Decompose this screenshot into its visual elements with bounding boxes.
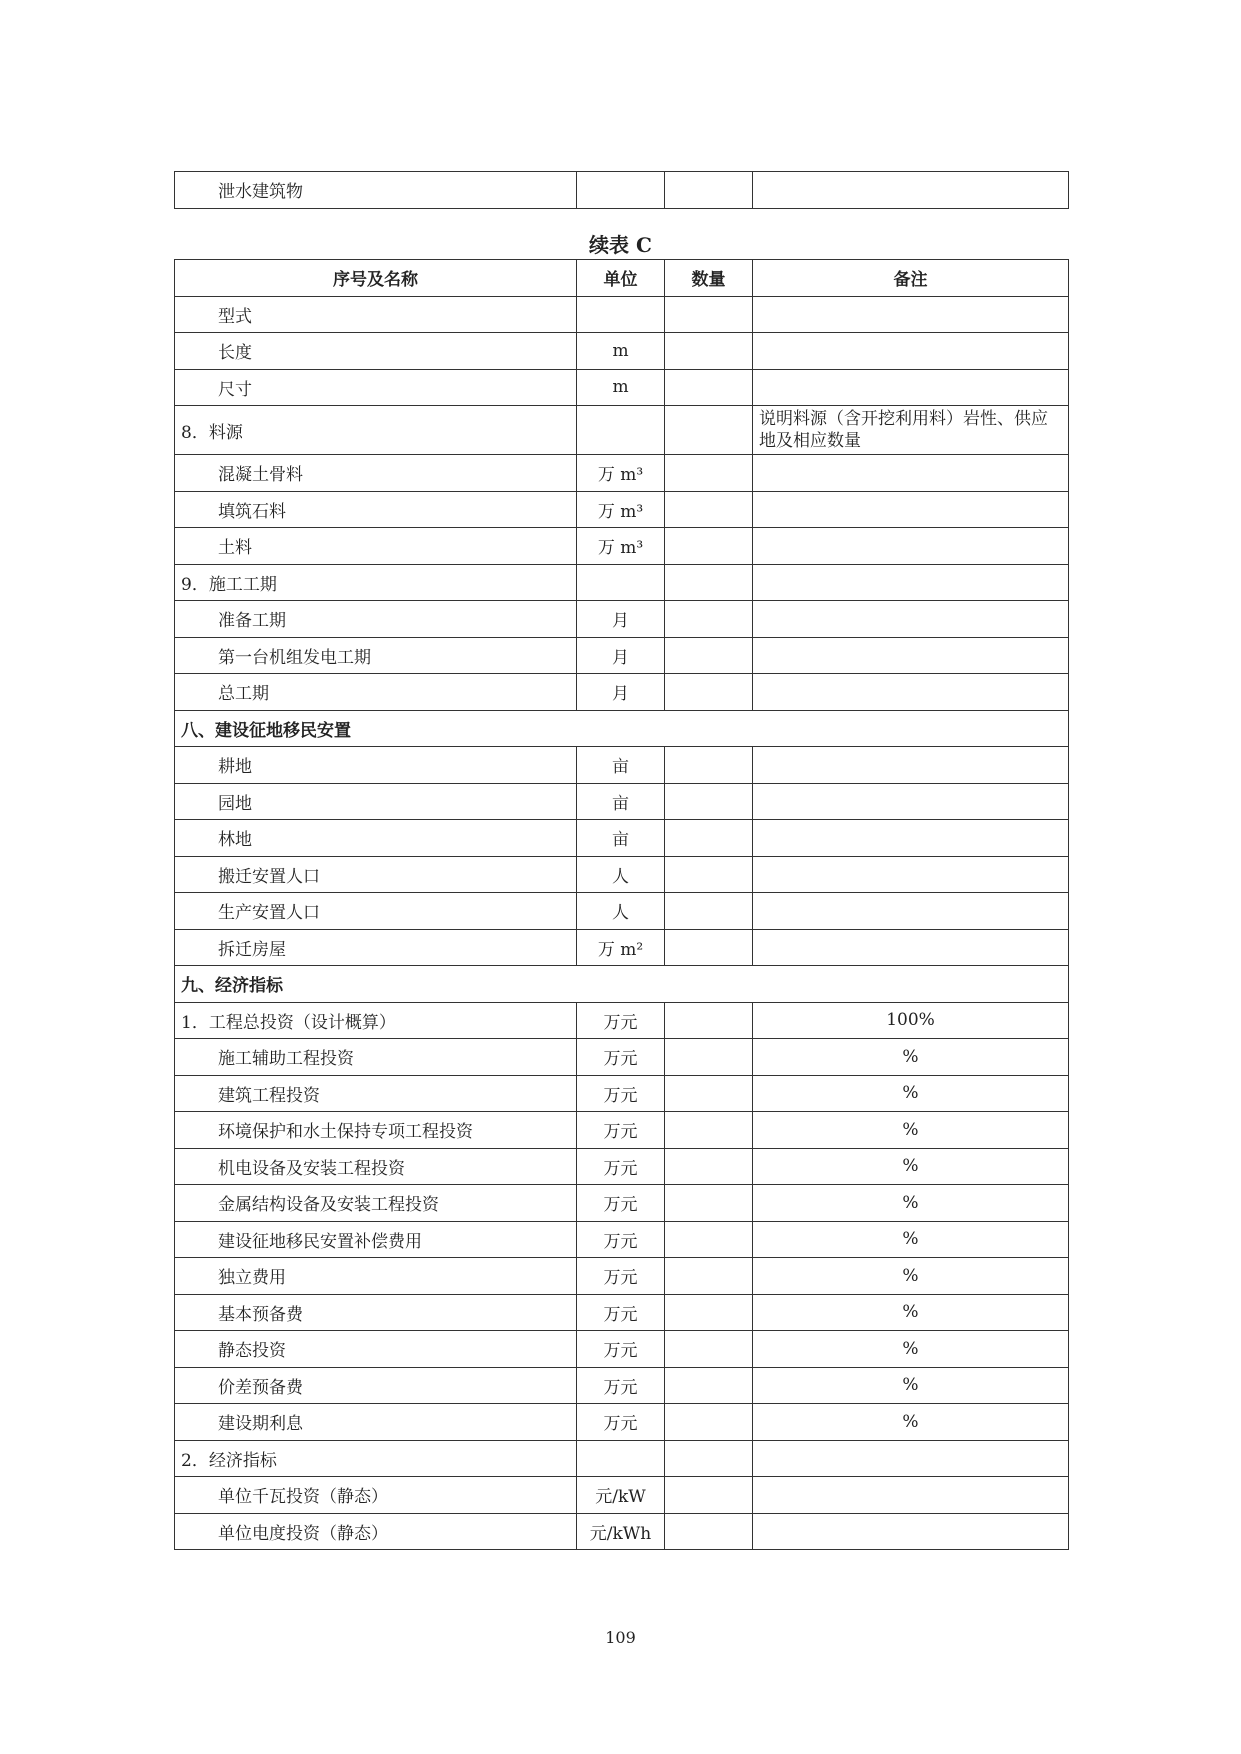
row-unit: 万元 bbox=[577, 1221, 665, 1258]
table-row bbox=[175, 1513, 1069, 1550]
table-row bbox=[175, 296, 1069, 333]
row-qty bbox=[665, 1112, 753, 1149]
table-row bbox=[175, 1112, 1069, 1149]
table-row bbox=[175, 1148, 1069, 1185]
row-name: 型式 bbox=[175, 296, 577, 333]
table-title: 续表 C bbox=[589, 233, 652, 257]
main-table bbox=[174, 259, 1069, 1550]
table-row bbox=[175, 172, 1069, 209]
row-qty bbox=[665, 893, 753, 930]
row-remark: % bbox=[753, 1404, 1069, 1441]
row-unit: 万 m³ bbox=[577, 491, 665, 528]
row-remark bbox=[753, 637, 1069, 674]
row-name: 独立费用 bbox=[175, 1258, 577, 1295]
table-row bbox=[175, 929, 1069, 966]
row-name: 总工期 bbox=[175, 674, 577, 711]
row-unit: 元/kWh bbox=[577, 1513, 665, 1550]
row-unit: 万元 bbox=[577, 1039, 665, 1076]
row-name: 生产安置人口 bbox=[175, 893, 577, 930]
row-unit: 万 m³ bbox=[577, 455, 665, 492]
table-row bbox=[175, 783, 1069, 820]
table-row bbox=[175, 455, 1069, 492]
row-qty bbox=[665, 172, 753, 209]
row-name: 施工辅助工程投资 bbox=[175, 1039, 577, 1076]
row-remark bbox=[753, 491, 1069, 528]
row-unit: 万元 bbox=[577, 1258, 665, 1295]
table-row bbox=[175, 820, 1069, 857]
row-name: 建设期利息 bbox=[175, 1404, 577, 1441]
row-name: 9．施工工期 bbox=[175, 564, 577, 601]
row-remark bbox=[753, 1477, 1069, 1514]
row-remark: % bbox=[753, 1039, 1069, 1076]
row-qty bbox=[665, 296, 753, 333]
table-row bbox=[175, 637, 1069, 674]
row-remark: % bbox=[753, 1185, 1069, 1222]
row-unit: 人 bbox=[577, 893, 665, 930]
row-qty bbox=[665, 601, 753, 638]
row-remark bbox=[753, 929, 1069, 966]
row-name: 基本预备费 bbox=[175, 1294, 577, 1331]
row-qty bbox=[665, 1294, 753, 1331]
row-remark bbox=[753, 783, 1069, 820]
row-remark bbox=[753, 747, 1069, 784]
row-remark bbox=[753, 455, 1069, 492]
row-qty bbox=[665, 564, 753, 601]
table-row bbox=[175, 369, 1069, 406]
table-row bbox=[175, 1331, 1069, 1368]
row-name: 准备工期 bbox=[175, 601, 577, 638]
table-row bbox=[175, 491, 1069, 528]
row-unit: 万 m³ bbox=[577, 528, 665, 565]
row-remark bbox=[753, 369, 1069, 406]
row-remark bbox=[753, 674, 1069, 711]
row-unit: 万元 bbox=[577, 1148, 665, 1185]
row-name: 耕地 bbox=[175, 747, 577, 784]
top-table-fragment bbox=[174, 171, 1069, 209]
row-unit bbox=[577, 564, 665, 601]
row-unit: 万元 bbox=[577, 1112, 665, 1149]
row-remark: % bbox=[753, 1075, 1069, 1112]
row-remark bbox=[753, 856, 1069, 893]
row-unit: 万元 bbox=[577, 1294, 665, 1331]
table-row bbox=[175, 406, 1069, 455]
row-name: 拆迁房屋 bbox=[175, 929, 577, 966]
row-name: 长度 bbox=[175, 333, 577, 370]
row-name: 单位千瓦投资（静态） bbox=[175, 1477, 577, 1514]
table-row bbox=[175, 601, 1069, 638]
table-row bbox=[175, 1367, 1069, 1404]
section-title: 八、建设征地移民安置 bbox=[175, 710, 1069, 747]
table-row bbox=[175, 893, 1069, 930]
row-qty bbox=[665, 491, 753, 528]
row-qty bbox=[665, 1477, 753, 1514]
row-unit: 万元 bbox=[577, 1331, 665, 1368]
row-remark bbox=[753, 296, 1069, 333]
row-qty bbox=[665, 747, 753, 784]
table-body bbox=[175, 296, 1069, 1550]
section-title: 九、经济指标 bbox=[175, 966, 1069, 1003]
row-qty bbox=[665, 1440, 753, 1477]
row-name: 填筑石料 bbox=[175, 491, 577, 528]
table-row bbox=[175, 1477, 1069, 1514]
row-remark: % bbox=[753, 1367, 1069, 1404]
row-unit: 月 bbox=[577, 601, 665, 638]
row-name: 机电设备及安装工程投资 bbox=[175, 1148, 577, 1185]
row-name: 泄水建筑物 bbox=[175, 172, 577, 209]
row-qty bbox=[665, 1148, 753, 1185]
row-qty bbox=[665, 783, 753, 820]
row-remark bbox=[753, 820, 1069, 857]
row-remark: % bbox=[753, 1148, 1069, 1185]
row-qty bbox=[665, 1367, 753, 1404]
row-qty bbox=[665, 1075, 753, 1112]
row-unit bbox=[577, 172, 665, 209]
row-unit: 亩 bbox=[577, 783, 665, 820]
row-name: 建设征地移民安置补偿费用 bbox=[175, 1221, 577, 1258]
row-unit: 万元 bbox=[577, 1367, 665, 1404]
row-qty bbox=[665, 856, 753, 893]
row-unit: 万元 bbox=[577, 1185, 665, 1222]
row-qty bbox=[665, 929, 753, 966]
row-remark bbox=[753, 601, 1069, 638]
row-remark bbox=[753, 893, 1069, 930]
row-qty bbox=[665, 369, 753, 406]
row-remark bbox=[753, 1440, 1069, 1477]
row-unit: 万元 bbox=[577, 1002, 665, 1039]
row-unit: 元/kW bbox=[577, 1477, 665, 1514]
table-row bbox=[175, 1185, 1069, 1222]
row-name: 建筑工程投资 bbox=[175, 1075, 577, 1112]
row-name: 土料 bbox=[175, 528, 577, 565]
table-row bbox=[175, 1039, 1069, 1076]
row-name: 混凝土骨料 bbox=[175, 455, 577, 492]
header-qty: 数量 bbox=[665, 260, 753, 297]
row-remark bbox=[753, 564, 1069, 601]
row-qty bbox=[665, 406, 753, 455]
row-unit bbox=[577, 296, 665, 333]
row-qty bbox=[665, 674, 753, 711]
row-remark: % bbox=[753, 1112, 1069, 1149]
row-unit: 万元 bbox=[577, 1075, 665, 1112]
table-row bbox=[175, 1294, 1069, 1331]
row-name: 第一台机组发电工期 bbox=[175, 637, 577, 674]
row-qty bbox=[665, 1039, 753, 1076]
table-row bbox=[175, 333, 1069, 370]
row-unit bbox=[577, 406, 665, 455]
section-row bbox=[175, 710, 1069, 747]
row-name: 金属结构设备及安装工程投资 bbox=[175, 1185, 577, 1222]
row-remark bbox=[753, 172, 1069, 209]
row-qty bbox=[665, 333, 753, 370]
row-qty bbox=[665, 1258, 753, 1295]
row-qty bbox=[665, 1513, 753, 1550]
row-name: 环境保护和水土保持专项工程投资 bbox=[175, 1112, 577, 1149]
row-name: 8．料源 bbox=[175, 406, 577, 455]
row-remark bbox=[753, 528, 1069, 565]
table-row bbox=[175, 564, 1069, 601]
row-name: 2．经济指标 bbox=[175, 1440, 577, 1477]
table-row bbox=[175, 747, 1069, 784]
header-unit: 单位 bbox=[577, 260, 665, 297]
row-unit: 万 m² bbox=[577, 929, 665, 966]
table-row bbox=[175, 674, 1069, 711]
row-remark: % bbox=[753, 1221, 1069, 1258]
row-name: 搬迁安置人口 bbox=[175, 856, 577, 893]
row-unit: m bbox=[577, 333, 665, 370]
row-qty bbox=[665, 1185, 753, 1222]
page-number: 109 bbox=[605, 1628, 636, 1647]
row-name: 1．工程总投资（设计概算） bbox=[175, 1002, 577, 1039]
row-remark: 100% bbox=[753, 1002, 1069, 1039]
row-name: 林地 bbox=[175, 820, 577, 857]
row-qty bbox=[665, 528, 753, 565]
row-name: 价差预备费 bbox=[175, 1367, 577, 1404]
row-unit: 月 bbox=[577, 674, 665, 711]
row-unit: 亩 bbox=[577, 820, 665, 857]
row-unit bbox=[577, 1440, 665, 1477]
row-name: 单位电度投资（静态） bbox=[175, 1513, 577, 1550]
table-row bbox=[175, 1440, 1069, 1477]
row-remark: % bbox=[753, 1331, 1069, 1368]
table-row bbox=[175, 1221, 1069, 1258]
table-row bbox=[175, 528, 1069, 565]
row-remark bbox=[753, 333, 1069, 370]
header-remark: 备注 bbox=[753, 260, 1069, 297]
table-row bbox=[175, 1075, 1069, 1112]
row-qty bbox=[665, 820, 753, 857]
row-qty bbox=[665, 455, 753, 492]
table-row bbox=[175, 856, 1069, 893]
row-qty bbox=[665, 1002, 753, 1039]
section-row bbox=[175, 966, 1069, 1003]
row-qty bbox=[665, 637, 753, 674]
row-qty bbox=[665, 1331, 753, 1368]
header-row bbox=[175, 260, 1069, 297]
row-unit: m bbox=[577, 369, 665, 406]
row-unit: 月 bbox=[577, 637, 665, 674]
row-remark: 说明料源（含开挖利用料）岩性、供应地及相应数量 bbox=[753, 406, 1069, 455]
row-name: 静态投资 bbox=[175, 1331, 577, 1368]
table-row bbox=[175, 1404, 1069, 1441]
row-remark: % bbox=[753, 1294, 1069, 1331]
row-qty bbox=[665, 1404, 753, 1441]
row-remark bbox=[753, 1513, 1069, 1550]
table-row bbox=[175, 1258, 1069, 1295]
table-row bbox=[175, 1002, 1069, 1039]
row-name: 园地 bbox=[175, 783, 577, 820]
row-unit: 人 bbox=[577, 856, 665, 893]
row-unit: 万元 bbox=[577, 1404, 665, 1441]
row-remark: % bbox=[753, 1258, 1069, 1295]
header-name: 序号及名称 bbox=[175, 260, 577, 297]
row-unit: 亩 bbox=[577, 747, 665, 784]
row-name: 尺寸 bbox=[175, 369, 577, 406]
row-qty bbox=[665, 1221, 753, 1258]
